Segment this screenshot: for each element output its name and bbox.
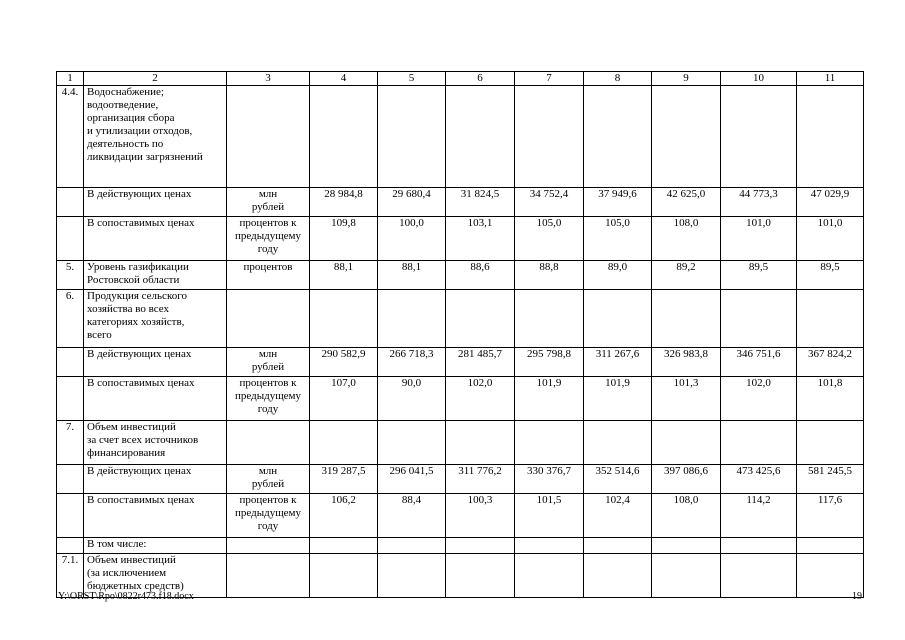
header-cell: 4 <box>310 72 378 86</box>
indicator-name-cell: Объем инвестиций за счет всех источников финансирования <box>84 421 227 465</box>
value-cell <box>584 86 652 188</box>
row-number-cell: 5. <box>57 261 84 290</box>
row-number-cell <box>57 494 84 538</box>
value-cell <box>515 421 584 465</box>
value-cell <box>378 290 446 348</box>
header-cell: 7 <box>515 72 584 86</box>
table-row <box>57 188 864 217</box>
indicator-name-cell: В сопоставимых ценах <box>84 494 227 538</box>
header-cell: 1 <box>57 72 84 86</box>
value-cell: 105,0 <box>515 217 584 261</box>
value-cell: 473 425,6 <box>721 465 797 494</box>
value-cell: 105,0 <box>584 217 652 261</box>
value-cell <box>652 86 721 188</box>
value-cell: 101,0 <box>797 217 864 261</box>
table-row <box>57 377 864 421</box>
value-cell: 295 798,8 <box>515 348 584 377</box>
value-cell: 326 983,8 <box>652 348 721 377</box>
header-cell: 6 <box>446 72 515 86</box>
unit-cell: процентов <box>227 261 310 290</box>
value-cell: 290 582,9 <box>310 348 378 377</box>
row-number-cell <box>57 538 84 554</box>
unit-cell: процентов к предыдущему году <box>227 217 310 261</box>
value-cell <box>310 86 378 188</box>
value-cell: 102,4 <box>584 494 652 538</box>
value-cell: 311 776,2 <box>446 465 515 494</box>
value-cell: 319 287,5 <box>310 465 378 494</box>
table-row <box>57 290 864 348</box>
page-number: 19 <box>852 591 862 602</box>
value-cell <box>584 421 652 465</box>
header-cell: 11 <box>797 72 864 86</box>
value-cell <box>652 290 721 348</box>
value-cell: 101,9 <box>515 377 584 421</box>
value-cell <box>378 554 446 598</box>
value-cell: 88,1 <box>310 261 378 290</box>
indicator-name-cell: В действующих ценах <box>84 188 227 217</box>
data-table <box>56 71 864 598</box>
value-cell: 89,5 <box>721 261 797 290</box>
value-cell <box>721 290 797 348</box>
value-cell <box>310 538 378 554</box>
value-cell: 114,2 <box>721 494 797 538</box>
value-cell <box>310 554 378 598</box>
value-cell: 101,3 <box>652 377 721 421</box>
table-row <box>57 465 864 494</box>
value-cell: 89,2 <box>652 261 721 290</box>
value-cell: 100,3 <box>446 494 515 538</box>
unit-cell <box>227 554 310 598</box>
value-cell <box>584 538 652 554</box>
indicator-name-cell: В сопоставимых ценах <box>84 377 227 421</box>
value-cell <box>515 86 584 188</box>
unit-cell: млн рублей <box>227 465 310 494</box>
unit-cell <box>227 290 310 348</box>
value-cell: 31 824,5 <box>446 188 515 217</box>
value-cell: 88,4 <box>378 494 446 538</box>
indicator-name-cell: В действующих ценах <box>84 348 227 377</box>
row-number-cell: 7. <box>57 421 84 465</box>
value-cell <box>584 290 652 348</box>
value-cell: 581 245,5 <box>797 465 864 494</box>
value-cell: 296 041,5 <box>378 465 446 494</box>
value-cell: 103,1 <box>446 217 515 261</box>
value-cell: 397 086,6 <box>652 465 721 494</box>
value-cell: 90,0 <box>378 377 446 421</box>
value-cell <box>584 554 652 598</box>
header-cell: 8 <box>584 72 652 86</box>
value-cell: 101,0 <box>721 217 797 261</box>
table-row <box>57 494 864 538</box>
indicator-name-cell: Продукция сельского хозяйства во всех категориях хозяйств, всего <box>84 290 227 348</box>
value-cell <box>797 421 864 465</box>
value-cell: 281 485,7 <box>446 348 515 377</box>
footer-file-path: Y:\ORST\Rpo\0822r473.f18.docx <box>58 591 194 602</box>
row-number-cell: 7.1. <box>57 554 84 598</box>
value-cell: 44 773,3 <box>721 188 797 217</box>
value-cell <box>721 86 797 188</box>
value-cell: 88,6 <box>446 261 515 290</box>
value-cell: 346 751,6 <box>721 348 797 377</box>
unit-cell: млн рублей <box>227 188 310 217</box>
value-cell <box>310 290 378 348</box>
value-cell <box>515 290 584 348</box>
row-number-cell <box>57 348 84 377</box>
header-row <box>57 72 864 86</box>
value-cell <box>721 554 797 598</box>
value-cell: 101,8 <box>797 377 864 421</box>
row-number-cell: 4.4. <box>57 86 84 188</box>
value-cell <box>446 86 515 188</box>
value-cell: 117,6 <box>797 494 864 538</box>
value-cell: 34 752,4 <box>515 188 584 217</box>
row-number-cell <box>57 465 84 494</box>
value-cell <box>652 538 721 554</box>
value-cell <box>515 554 584 598</box>
value-cell: 102,0 <box>446 377 515 421</box>
indicator-name-cell: В действующих ценах <box>84 465 227 494</box>
indicator-name-cell: Объем инвестиций (за исключением бюджетных средств) <box>84 554 227 598</box>
value-cell <box>721 421 797 465</box>
value-cell: 106,2 <box>310 494 378 538</box>
value-cell: 108,0 <box>652 494 721 538</box>
header-cell: 9 <box>652 72 721 86</box>
value-cell: 330 376,7 <box>515 465 584 494</box>
value-cell <box>378 421 446 465</box>
value-cell <box>446 554 515 598</box>
value-cell: 109,8 <box>310 217 378 261</box>
header-cell: 5 <box>378 72 446 86</box>
table-row <box>57 261 864 290</box>
value-cell <box>310 421 378 465</box>
value-cell <box>446 538 515 554</box>
value-cell <box>652 554 721 598</box>
header-cell: 3 <box>227 72 310 86</box>
value-cell: 29 680,4 <box>378 188 446 217</box>
table-row <box>57 217 864 261</box>
table-row <box>57 348 864 377</box>
value-cell: 42 625,0 <box>652 188 721 217</box>
header-cell: 10 <box>721 72 797 86</box>
indicator-name-cell: Уровень газификации Ростовской области <box>84 261 227 290</box>
value-cell: 266 718,3 <box>378 348 446 377</box>
unit-cell: процентов к предыдущему году <box>227 377 310 421</box>
value-cell <box>378 86 446 188</box>
table-row <box>57 86 864 188</box>
row-number-cell <box>57 188 84 217</box>
value-cell: 108,0 <box>652 217 721 261</box>
value-cell: 101,5 <box>515 494 584 538</box>
value-cell <box>721 538 797 554</box>
value-cell <box>446 421 515 465</box>
value-cell <box>378 538 446 554</box>
unit-cell <box>227 86 310 188</box>
value-cell: 47 029,9 <box>797 188 864 217</box>
value-cell: 107,0 <box>310 377 378 421</box>
unit-cell <box>227 421 310 465</box>
value-cell: 89,0 <box>584 261 652 290</box>
row-number-cell <box>57 217 84 261</box>
value-cell: 101,9 <box>584 377 652 421</box>
value-cell: 352 514,6 <box>584 465 652 494</box>
value-cell: 311 267,6 <box>584 348 652 377</box>
value-cell <box>797 290 864 348</box>
value-cell: 89,5 <box>797 261 864 290</box>
table-row <box>57 538 864 554</box>
value-cell: 102,0 <box>721 377 797 421</box>
table-row <box>57 421 864 465</box>
value-cell: 88,1 <box>378 261 446 290</box>
unit-cell: процентов к предыдущему году <box>227 494 310 538</box>
indicator-name-cell: В сопоставимых ценах <box>84 217 227 261</box>
row-number-cell: 6. <box>57 290 84 348</box>
value-cell: 28 984,8 <box>310 188 378 217</box>
value-cell <box>797 538 864 554</box>
value-cell <box>797 86 864 188</box>
indicator-name-cell: В том числе: <box>84 538 227 554</box>
value-cell: 37 949,6 <box>584 188 652 217</box>
indicator-name-cell: Водоснабжение; водоотведение, организация сбора и утилизации отходов, деятельность по ликвидации загрязнений <box>84 86 227 188</box>
value-cell: 88,8 <box>515 261 584 290</box>
value-cell: 367 824,2 <box>797 348 864 377</box>
value-cell: 100,0 <box>378 217 446 261</box>
value-cell <box>652 421 721 465</box>
value-cell <box>446 290 515 348</box>
header-cell: 2 <box>84 72 227 86</box>
row-number-cell <box>57 377 84 421</box>
unit-cell: млн рублей <box>227 348 310 377</box>
unit-cell <box>227 538 310 554</box>
value-cell <box>515 538 584 554</box>
